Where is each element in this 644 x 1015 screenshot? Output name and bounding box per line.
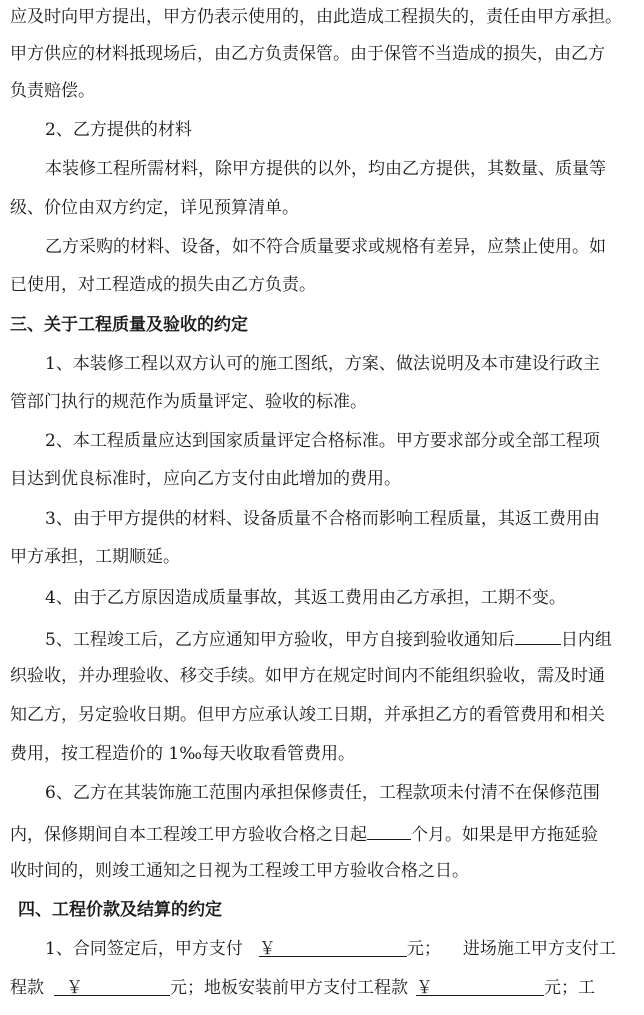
amount-blank-1[interactable] [259, 936, 407, 957]
text-line: 2、本工程质量应达到国家质量评定合格标准。甲方要求部分或全部工程项 [45, 431, 600, 451]
payment-line2-mid: 地板安装前甲方支付工程款 [204, 978, 408, 998]
text-line: 知乙方，另定验收日期。但甲方应承认竣工日期，并承担乙方的看管费用和相关 [10, 705, 605, 725]
days-blank[interactable] [515, 624, 561, 645]
clause6-text-after: 个月。如果是甲方拖延验 [411, 825, 598, 845]
payment-line2-end: 工 [578, 978, 595, 998]
clause5-line1 [45, 624, 640, 650]
currency-symbol: ￥ [258, 939, 276, 959]
months-blank[interactable] [367, 819, 411, 840]
text-line: 3、由于甲方提供的材料、设备质量不合格而影响工程质量，其返工费用由 [45, 509, 600, 529]
text-line: 负责赔偿。 [10, 81, 95, 101]
text-line: 已使用，对工程造成的损失由乙方负责。 [10, 275, 316, 295]
text-line: 甲方承担，工期顺延。 [10, 547, 180, 567]
text-line: 织验收，并办理验收、移交手续。如甲方在规定时间内不能组织验收，需及时通 [10, 666, 605, 686]
text-line: 本装修工程所需材料，除甲方提供的以外，均由乙方提供，其数量、质量等 [45, 159, 606, 179]
text-line: 甲方供应的材料抵现场后，由乙方负责保管。由于保管不当造成的损失，由乙方 [10, 44, 605, 64]
section-heading-payment: 四、工程价款及结算的约定 [18, 900, 222, 920]
currency-symbol: ￥ [66, 978, 83, 998]
text-line: 应及时向甲方提出，甲方仍表示使用的，由此造成工程损失的，责任由甲方承担。 [10, 7, 622, 27]
text-line: 4、由于乙方原因造成质量事故，其返工费用由乙方承担，工期不变。 [45, 588, 566, 608]
clause6-text-before: 内，保修期间自本工程竣工甲方验收合格之日起 [10, 825, 367, 845]
text-line: 目达到优良标准时，应向乙方支付由此增加的费用。 [10, 469, 401, 489]
unit-label: 元； [544, 978, 578, 998]
text-line: 乙方采购的材料、设备，如不符合质量要求或规格有差异，应禁止使用。如 [45, 237, 606, 257]
text-line: 费用，按工程造价的 1‰每天收取看管费用。 [10, 744, 356, 764]
text-line: 级、价位由双方约定，详见预算清单。 [10, 198, 299, 218]
payment-text-after: 进场施工甲方支付工 [462, 939, 616, 959]
unit-label: 元； [406, 939, 441, 959]
payment-line2-start: 程款 [10, 978, 44, 998]
clause5-text-before: 5、工程竣工后，乙方应通知甲方验收，甲方自接到验收通知后 [45, 630, 515, 650]
amount-blank-2[interactable] [54, 975, 170, 996]
clause5-text-after: 日内组 [560, 630, 612, 650]
text-line: 1、本装修工程以双方认可的施工图纸，方案、做法说明及本市建设行政主 [45, 354, 600, 374]
unit-label: 元； [170, 978, 204, 998]
text-line: 收时间的，则竣工通知之日视为工程竣工甲方验收合格之日。 [10, 861, 469, 881]
section-heading-quality: 三、关于工程质量及验收的约定 [10, 315, 248, 335]
payment-line1 [45, 936, 640, 962]
amount-blank-3[interactable] [416, 975, 544, 996]
payment-line2 [10, 975, 640, 1001]
currency-symbol: ￥ [416, 978, 433, 998]
text-line: 6、乙方在其装饰施工范围内承担保修责任，工程款项未付清不在保修范围 [45, 783, 600, 803]
clause6-line2 [10, 819, 640, 845]
payment-text-before: 1、合同签定后，甲方支付 [45, 939, 243, 959]
text-line: 管部门执行的规范作为质量评定、验收的标准。 [10, 392, 367, 412]
subheading-materials: 2、乙方提供的材料 [45, 120, 192, 140]
